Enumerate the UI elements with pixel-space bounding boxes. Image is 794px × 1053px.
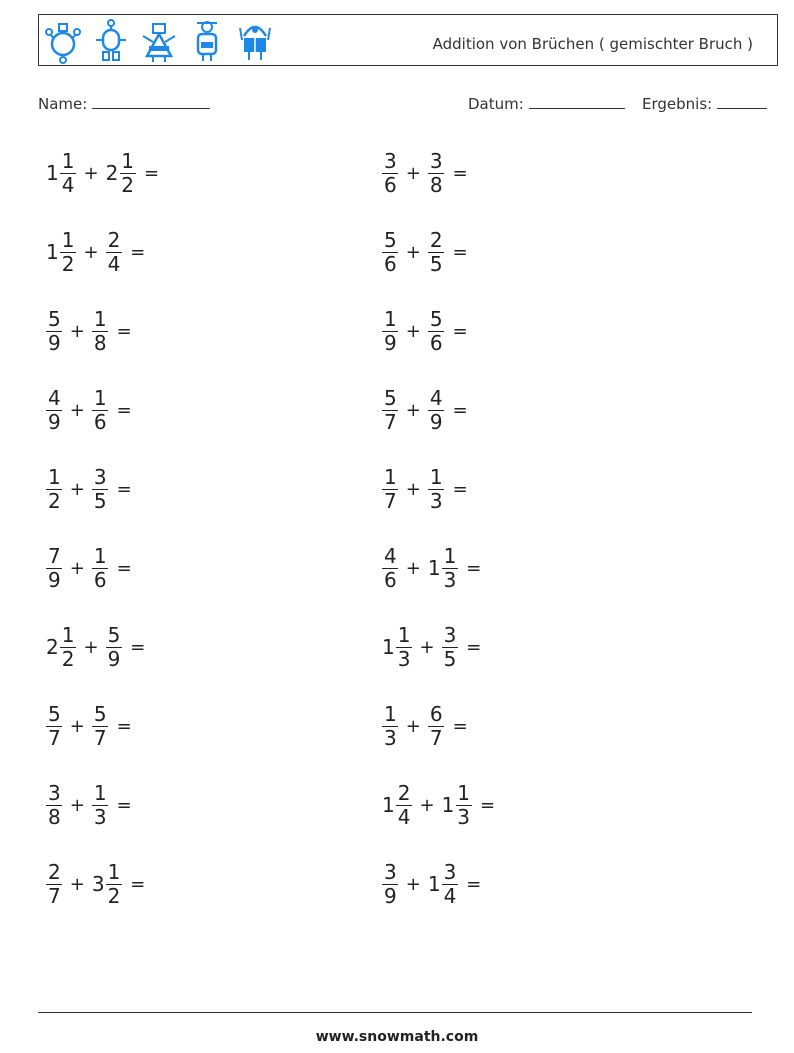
fraction — [382, 150, 399, 197]
numerator: 1 — [121, 148, 135, 173]
fraction — [46, 861, 63, 908]
equals-sign: = — [452, 241, 468, 263]
numerator: 1 — [61, 148, 75, 173]
numerator: 2 — [397, 780, 411, 805]
fraction-problem — [46, 854, 145, 914]
mixed-number — [382, 150, 399, 197]
fraction — [92, 782, 109, 829]
fraction — [92, 466, 109, 513]
fraction — [382, 545, 399, 592]
denominator: 9 — [48, 409, 61, 434]
mixed-number — [428, 308, 445, 355]
whole-number: 2 — [46, 635, 59, 659]
mixed-number — [92, 703, 109, 750]
fraction-problem — [46, 696, 132, 756]
plus-sign: + — [83, 636, 99, 658]
denominator: 7 — [429, 725, 443, 750]
numerator: 1 — [93, 780, 107, 805]
fraction — [46, 387, 63, 434]
numerator: 3 — [443, 622, 457, 647]
mixed-number — [382, 466, 399, 513]
equals-sign: = — [116, 794, 132, 816]
fraction-problem — [46, 459, 132, 519]
equals-sign: = — [116, 478, 132, 500]
fraction-problem — [46, 143, 159, 203]
denominator: 8 — [93, 330, 107, 355]
denominator: 3 — [384, 725, 397, 750]
denominator: 6 — [93, 409, 107, 434]
fraction-problem — [382, 775, 495, 835]
footer-url: www.snowmath.com — [315, 1029, 479, 1045]
fraction — [396, 782, 413, 829]
equals-sign: = — [452, 478, 468, 500]
fraction — [46, 466, 63, 513]
fraction-problem — [382, 222, 468, 282]
fraction-problem — [382, 617, 481, 677]
fraction — [106, 624, 123, 671]
mixed-number — [382, 229, 399, 276]
numerator: 4 — [429, 385, 443, 410]
mixed-number — [46, 545, 63, 592]
denominator: 9 — [48, 567, 61, 592]
denominator: 9 — [107, 646, 121, 671]
whole-number: 1 — [382, 793, 395, 817]
denominator: 3 — [93, 804, 107, 829]
whole-number: 1 — [46, 240, 59, 264]
denominator: 2 — [61, 646, 75, 671]
mixed-number — [382, 782, 412, 829]
numerator: 1 — [93, 385, 107, 410]
plus-sign: + — [405, 873, 421, 895]
equals-sign: = — [466, 873, 482, 895]
denominator: 4 — [61, 172, 75, 197]
mixed-number — [382, 387, 399, 434]
numerator: 1 — [93, 543, 107, 568]
numerator: 1 — [384, 701, 397, 726]
denominator: 4 — [397, 804, 411, 829]
fraction — [92, 703, 109, 750]
fraction-problem — [46, 380, 132, 440]
numerator: 3 — [429, 148, 443, 173]
fraction — [428, 229, 445, 276]
robot-icon — [187, 18, 227, 64]
equals-sign: = — [452, 399, 468, 421]
equals-sign: = — [116, 557, 132, 579]
mixed-number — [92, 545, 109, 592]
numerator: 5 — [429, 306, 443, 331]
numerator: 1 — [107, 859, 121, 884]
mixed-number — [46, 861, 63, 908]
equals-sign: = — [452, 320, 468, 342]
denominator: 4 — [443, 883, 457, 908]
denominator: 2 — [48, 488, 61, 513]
mixed-number — [442, 624, 459, 671]
plus-sign: + — [83, 241, 99, 263]
plus-sign: + — [419, 794, 435, 816]
denominator: 3 — [429, 488, 443, 513]
plus-sign: + — [69, 320, 85, 342]
fraction-problem — [46, 222, 145, 282]
name-label: Name: — [38, 95, 88, 113]
numerator: 2 — [107, 227, 121, 252]
fraction — [60, 229, 77, 276]
whole-number: 1 — [427, 556, 441, 580]
numerator: 2 — [429, 227, 443, 252]
denominator: 2 — [121, 172, 135, 197]
fraction — [382, 861, 399, 908]
denominator: 9 — [48, 330, 61, 355]
fraction — [382, 387, 399, 434]
mixed-number — [382, 703, 399, 750]
mixed-number — [428, 545, 458, 592]
fraction — [92, 308, 109, 355]
whole-number: 2 — [105, 161, 119, 185]
mixed-number — [46, 308, 63, 355]
numerator: 1 — [61, 622, 75, 647]
plus-sign: + — [405, 478, 421, 500]
fraction-problem — [382, 538, 481, 598]
equals-sign: = — [144, 162, 160, 184]
fraction — [428, 387, 445, 434]
fraction — [396, 624, 413, 671]
whole-number: 1 — [382, 635, 395, 659]
denominator: 7 — [48, 725, 61, 750]
numerator: 1 — [457, 780, 471, 805]
fraction — [46, 308, 63, 355]
mixed-number — [92, 466, 109, 513]
worksheet-title: Addition von Brüchen ( gemischter Bruch ) — [432, 35, 753, 53]
fraction — [428, 466, 445, 513]
numerator: 5 — [384, 227, 397, 252]
numerator: 1 — [397, 622, 411, 647]
plus-sign: + — [419, 636, 435, 658]
fraction-problem — [382, 143, 468, 203]
result-label: Ergebnis: — [642, 95, 713, 113]
worksheet-header — [38, 14, 778, 66]
fraction — [46, 782, 63, 829]
mixed-number — [106, 229, 123, 276]
fraction — [119, 150, 136, 197]
fraction-problem — [382, 301, 468, 361]
numerator: 2 — [48, 859, 61, 884]
fraction — [106, 229, 123, 276]
mixed-number — [46, 782, 63, 829]
mixed-number — [428, 703, 445, 750]
numerator: 1 — [443, 543, 457, 568]
plus-sign: + — [69, 557, 85, 579]
fraction-problem — [382, 854, 481, 914]
equals-sign: = — [116, 320, 132, 342]
date-field — [468, 94, 625, 113]
denominator: 8 — [429, 172, 443, 197]
fraction — [428, 308, 445, 355]
date-label: Datum: — [468, 95, 524, 113]
robot-icon — [43, 18, 83, 64]
numerator: 5 — [48, 701, 61, 726]
robot-icon-strip — [43, 17, 283, 65]
denominator: 2 — [107, 883, 121, 908]
numerator: 1 — [384, 306, 397, 331]
mixed-number — [428, 229, 445, 276]
plus-sign: + — [405, 241, 421, 263]
plus-sign: + — [405, 162, 421, 184]
numerator: 3 — [443, 859, 457, 884]
fraction — [455, 782, 472, 829]
mixed-number — [382, 308, 399, 355]
whole-number: 3 — [91, 872, 105, 896]
numerator: 5 — [107, 622, 121, 647]
denominator: 3 — [443, 567, 457, 592]
fraction — [442, 624, 459, 671]
date-blank — [529, 94, 625, 109]
fraction-problem — [46, 775, 132, 835]
mixed-number — [382, 861, 399, 908]
fraction — [106, 861, 123, 908]
numerator: 4 — [384, 543, 397, 568]
fraction — [46, 703, 63, 750]
plus-sign: + — [69, 478, 85, 500]
mixed-number — [92, 861, 122, 908]
numerator: 1 — [61, 227, 75, 252]
plus-sign: + — [405, 320, 421, 342]
equals-sign: = — [130, 636, 146, 658]
robot-icon — [235, 18, 275, 64]
fraction — [92, 545, 109, 592]
name-blank — [92, 94, 210, 109]
numerator: 1 — [48, 464, 61, 489]
mixed-number — [46, 466, 63, 513]
result-field — [642, 94, 767, 113]
equals-sign: = — [130, 241, 146, 263]
equals-sign: = — [130, 873, 146, 895]
numerator: 5 — [48, 306, 61, 331]
fraction — [92, 387, 109, 434]
fraction — [382, 466, 399, 513]
equals-sign: = — [466, 636, 482, 658]
denominator: 7 — [384, 409, 397, 434]
robot-icon — [91, 18, 131, 64]
numerator: 1 — [384, 464, 397, 489]
equals-sign: = — [116, 399, 132, 421]
plus-sign: + — [69, 873, 85, 895]
plus-sign: + — [405, 715, 421, 737]
fraction-problem — [382, 459, 468, 519]
mixed-number — [428, 150, 445, 197]
denominator: 2 — [61, 251, 75, 276]
fraction-problem — [46, 617, 145, 677]
equals-sign: = — [480, 794, 496, 816]
robot-icon — [139, 18, 179, 64]
numerator: 3 — [93, 464, 107, 489]
mixed-number — [428, 387, 445, 434]
denominator: 5 — [93, 488, 107, 513]
numerator: 4 — [48, 385, 61, 410]
plus-sign: + — [405, 399, 421, 421]
denominator: 9 — [384, 883, 397, 908]
plus-sign: + — [83, 162, 99, 184]
plus-sign: + — [69, 399, 85, 421]
numerator: 6 — [429, 701, 443, 726]
mixed-number — [46, 624, 76, 671]
mixed-number — [428, 466, 445, 513]
fraction — [46, 545, 63, 592]
denominator: 7 — [384, 488, 397, 513]
mixed-number — [46, 229, 76, 276]
denominator: 7 — [93, 725, 107, 750]
denominator: 9 — [429, 409, 443, 434]
mixed-number — [106, 150, 136, 197]
denominator: 8 — [48, 804, 61, 829]
equals-sign: = — [452, 162, 468, 184]
denominator: 6 — [429, 330, 443, 355]
numerator: 5 — [384, 385, 397, 410]
fraction — [382, 703, 399, 750]
mixed-number — [46, 150, 76, 197]
equals-sign: = — [452, 715, 468, 737]
fraction — [442, 545, 459, 592]
mixed-number — [92, 782, 109, 829]
numerator: 5 — [93, 701, 107, 726]
whole-number: 1 — [441, 793, 455, 817]
mixed-number — [382, 624, 412, 671]
denominator: 6 — [93, 567, 107, 592]
equals-sign: = — [466, 557, 482, 579]
footer-divider — [38, 1012, 752, 1013]
whole-number: 1 — [427, 872, 441, 896]
denominator: 9 — [384, 330, 397, 355]
plus-sign: + — [69, 715, 85, 737]
mixed-number — [428, 861, 458, 908]
numerator: 3 — [384, 859, 397, 884]
numerator: 3 — [48, 780, 61, 805]
plus-sign: + — [69, 794, 85, 816]
numerator: 1 — [93, 306, 107, 331]
result-blank — [717, 94, 767, 109]
fraction — [382, 229, 399, 276]
mixed-number — [442, 782, 472, 829]
numerator: 3 — [384, 148, 397, 173]
fraction — [428, 150, 445, 197]
fraction — [60, 624, 77, 671]
fraction — [382, 308, 399, 355]
denominator: 3 — [397, 646, 411, 671]
whole-number: 1 — [46, 161, 59, 185]
numerator: 7 — [48, 543, 61, 568]
fraction-problem — [382, 696, 468, 756]
fraction-problem — [382, 380, 468, 440]
denominator: 7 — [48, 883, 61, 908]
mixed-number — [46, 703, 63, 750]
numerator: 1 — [429, 464, 443, 489]
denominator: 5 — [443, 646, 457, 671]
mixed-number — [382, 545, 399, 592]
mixed-number — [46, 387, 63, 434]
fraction — [428, 703, 445, 750]
fraction — [442, 861, 459, 908]
denominator: 4 — [107, 251, 121, 276]
denominator: 3 — [457, 804, 471, 829]
fraction-problem — [46, 538, 132, 598]
equals-sign: = — [116, 715, 132, 737]
mixed-number — [106, 624, 123, 671]
mixed-number — [92, 387, 109, 434]
denominator: 6 — [384, 567, 397, 592]
mixed-number — [92, 308, 109, 355]
name-field — [38, 94, 210, 113]
denominator: 6 — [384, 172, 397, 197]
denominator: 6 — [384, 251, 397, 276]
denominator: 5 — [429, 251, 443, 276]
plus-sign: + — [405, 557, 421, 579]
fraction — [60, 150, 77, 197]
fraction-problem — [46, 301, 132, 361]
